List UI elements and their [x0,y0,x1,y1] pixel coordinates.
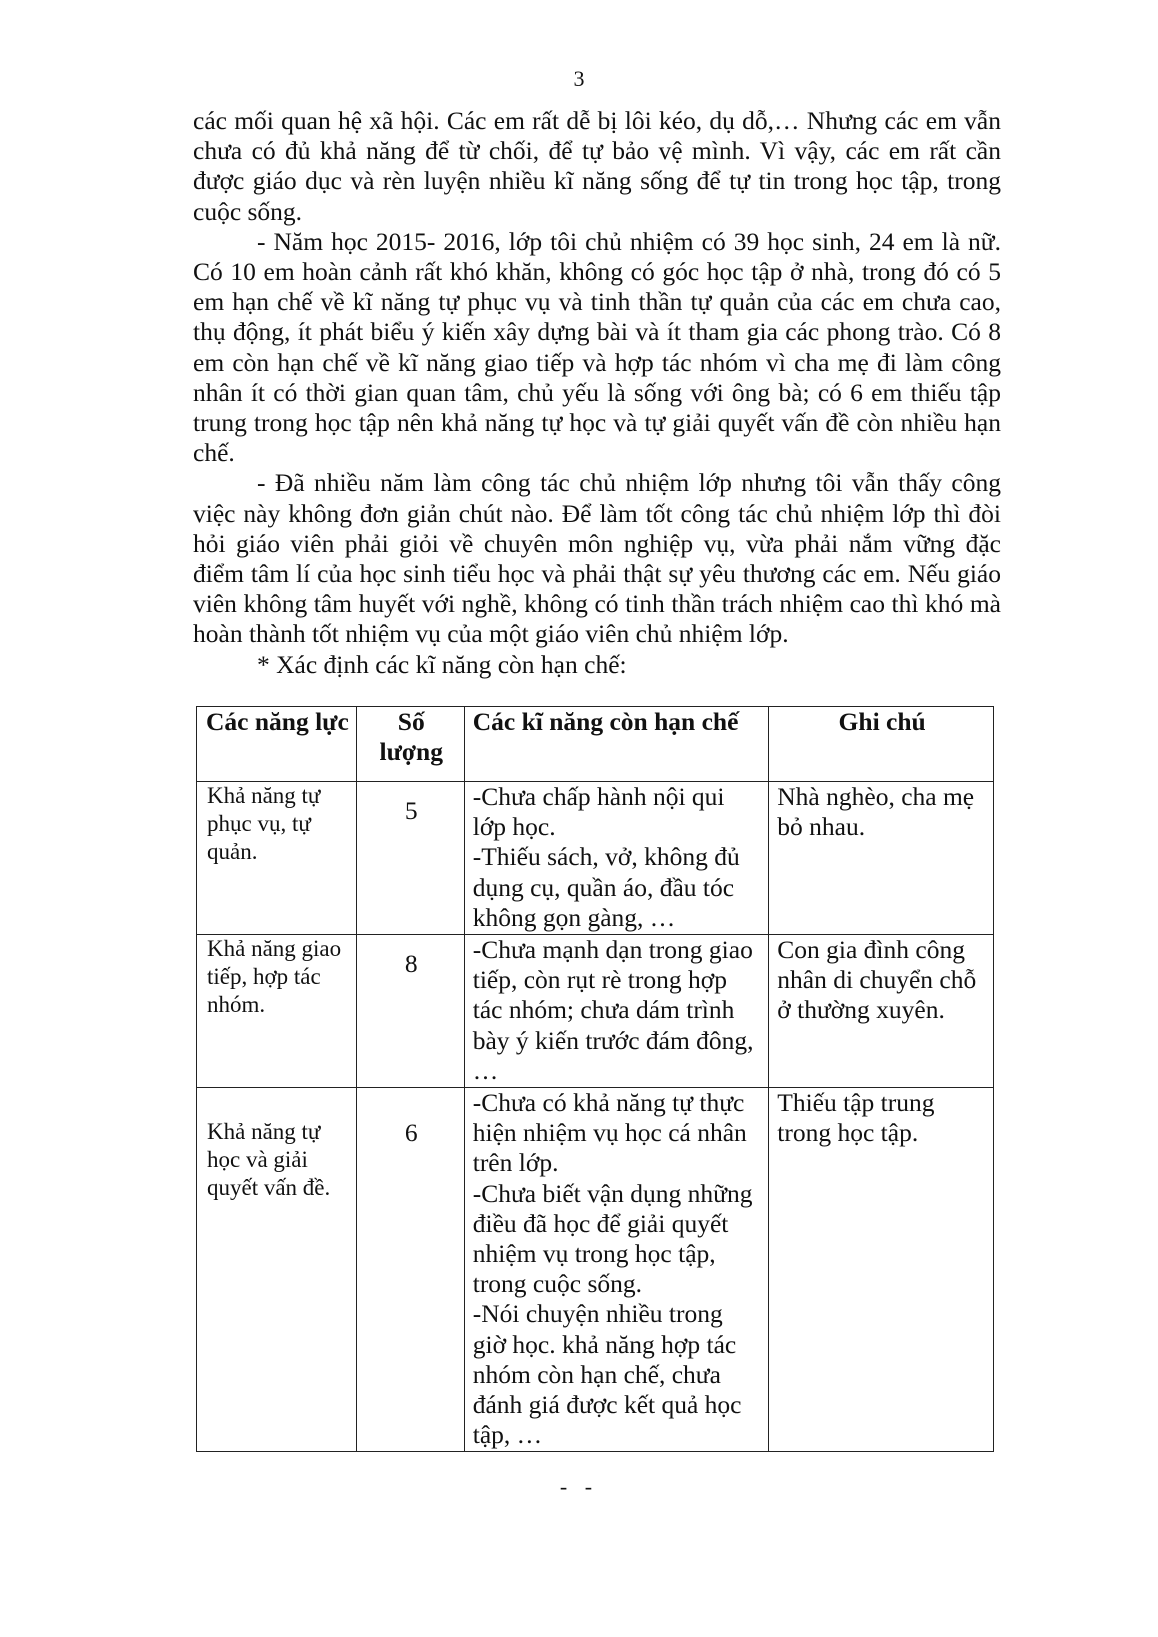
count-cell: 5 [356,782,464,935]
skill-item: -Chưa có khả năng tự thực hiện nhiệm vụ học cá nhân trên lớp. [472,1088,747,1178]
page-number: 3 [573,66,585,91]
skills-cell [464,1088,769,1452]
body-text [193,106,1001,680]
table-row [197,935,994,1088]
paragraph-teacher-reflection: - Đã nhiều năm làm công tác chủ nhiệm lớp nhưng tôi vẫn thấy công việc này không đơn giản chút nào. Để làm tốt công tác chủ nhiệm lớp thì đòi hỏi giáo viên phải giỏi về chuyên môn nghiệp vụ, vừa phải nắm vững đặc điểm tâm lí của học sinh tiểu học và phải thật sự yêu thương các em. Nếu giáo viên không tâm huyết với nghề, không có tinh thần trách nhiệm cao thì khó mà hoàn thành tốt nhiệm vụ của một giáo viên chủ nhiệm lớp. [193,468,1001,649]
note-cell: Nhà nghèo, cha mẹ bỏ nhau. [769,782,994,935]
skill-item: -Chưa mạnh dạn trong giao tiếp, còn rụt rè trong hợp tác nhóm; chưa dám trình bày ý kiến trước đám đông, … [472,935,754,1085]
skill-item: -Nói chuyện nhiều trong giờ học. khả năng hợp tác nhóm còn hạn chế, chưa đánh giá được kết quả học tập, … [472,1299,742,1450]
note-cell: Thiếu tập trung trong học tập. [769,1088,994,1452]
ability-cell: Khả năng tự phục vụ, tự quản. [197,782,357,935]
header-count: Số lượng [356,707,464,782]
header-note: Ghi chú [769,707,994,782]
ability-cell: Khả năng tự học và giải quyết vấn đề. [197,1088,357,1452]
table-row [197,782,994,935]
ability-cell: Khả năng giao tiếp, hợp tác nhóm. [197,935,357,1088]
header-skills: Các kĩ năng còn hạn chế [464,707,769,782]
skill-item: -Chưa biết vận dụng những điều đã học để giải quyết nhiệm vụ trong học tập, trong cuộc sống. [472,1178,753,1299]
table-row [197,1088,994,1452]
paragraph-table-intro: * Xác định các kĩ năng còn hạn chế: [257,649,627,679]
skills-table [196,706,994,1452]
skill-item: -Thiếu sách, vở, không đủ dụng cụ, quần áo, đầu tóc không gọn gàng, … [472,842,740,932]
footer-mark: - - [559,1474,599,1499]
paragraph-class-situation: - Năm học 2015- 2016, lớp tôi chủ nhiệm có 39 học sinh, 24 em là nữ. Có 10 em hoàn cảnh rất khó khăn, không có góc học tập ở nhà, trong đó có 5 em hạn chế về kĩ năng tự phục vụ và tinh thần tự quản của các em chưa cao, thụ động, ít phát biểu ý kiến xây dựng bài và ít tham gia các phong trào. Có 8 em còn hạn chế về kĩ năng giao tiếp và hợp tác nhóm vì cha mẹ đi làm công nhân ít có thời gian quan tâm, chủ yếu là sống với ông bà; có 6 em thiếu tập trung trong học tập nên khả năng tự học và tự giải quyết vấn đề còn nhiều hạn chế. [193,226,1001,468]
skills-cell [464,935,769,1088]
count-cell: 8 [356,935,464,1088]
paragraph-continuation: các mối quan hệ xã hội. Các em rất dễ bị lôi kéo, dụ dỗ,… Nhưng các em vẫn chưa có đủ khả năng để từ chối, để tự bảo vệ mình. Vì vậy, các em rất cần được giáo dục và rèn luyện nhiều kĩ năng sống để tự tin trong học tập, trong cuộc sống. [193,106,1001,226]
skills-cell [464,782,769,935]
table-header-row [197,707,994,782]
note-cell: Con gia đình công nhân di chuyển chỗ ở thường xuyên. [769,935,994,1088]
count-cell: 6 [356,1088,464,1452]
skill-item: -Chưa chấp hành nội qui lớp học. [472,782,725,842]
header-ability: Các năng lực [197,707,357,782]
